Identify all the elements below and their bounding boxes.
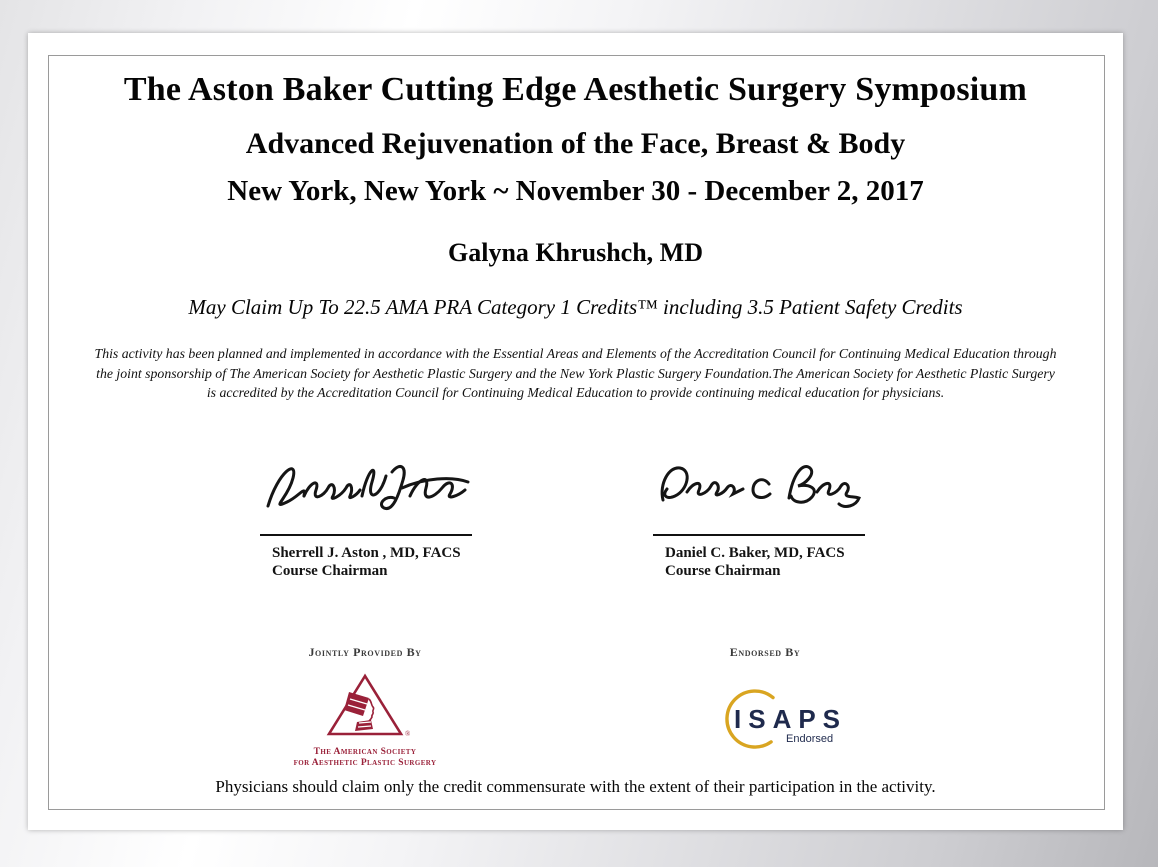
baker-title: Course Chairman [665, 563, 781, 579]
asaps-logo-line2: for Aesthetic Plastic Surgery [293, 758, 437, 768]
isaps-logo-icon [690, 682, 840, 758]
recipient-name: Galyna Khrushch, MD [448, 238, 703, 267]
aston-title: Course Chairman [272, 563, 388, 579]
asaps-logo-line1: The American Society [313, 747, 417, 757]
footer-disclaimer: Physicians should claim only the credit commensurate with the extent of their participation in the activity. [215, 777, 936, 796]
certificate-page [28, 33, 1123, 830]
jointly-provided-block [255, 645, 475, 769]
endorsed-by-label: Endorsed By [729, 645, 801, 659]
aston-signature-icon [260, 448, 472, 530]
credits-statement: May Claim Up To 22.5 AMA PRA Category 1 Credits™ including 3.5 Patient Safety Credits [188, 295, 963, 319]
isaps-acronym: ISAPS [734, 704, 840, 734]
jointly-provided-label: Jointly Provided By [308, 645, 422, 659]
aston-signature-line [260, 534, 472, 536]
certificate-title: The Aston Baker Cutting Edge Aesthetic Surgery Symposium [123, 71, 1028, 108]
isaps-endorsed-text: Endorsed [786, 733, 834, 745]
aston-name: Sherrell J. Aston , MD, FACS [272, 545, 461, 561]
baker-name-title [653, 544, 865, 580]
asaps-reg-mark: ® [405, 730, 411, 738]
accreditation-paragraph: This activity has been planned and implemented in accordance with the Essential Areas and Elements of the Accreditation Council for Continuing Medical Education through the joint sponsorship of The American Society for Aesthetic Plastic Surgery and the New York Plastic Surgery Foundation.The American Society for Aesthetic Plastic Surgery is accredited by the Accreditation Council for Continuing Medical Education to provide continuing medical education for physicians. [94, 346, 1057, 401]
signature-block-baker [653, 448, 865, 580]
aston-name-title [260, 544, 472, 580]
endorsed-by-block [655, 645, 875, 763]
signature-block-aston [260, 448, 472, 580]
baker-signature-icon [653, 448, 865, 530]
baker-name: Daniel C. Baker, MD, FACS [665, 545, 845, 561]
asaps-logo-text [255, 747, 475, 769]
asaps-logo-icon [313, 672, 417, 740]
certificate-location-date: New York, New York ~ November 30 - December 2, 2017 [227, 175, 924, 207]
baker-signature-line [653, 534, 865, 536]
certificate-subtitle: Advanced Rejuvenation of the Face, Breast & Body [245, 127, 906, 160]
certificate-inner-border [48, 55, 1105, 810]
